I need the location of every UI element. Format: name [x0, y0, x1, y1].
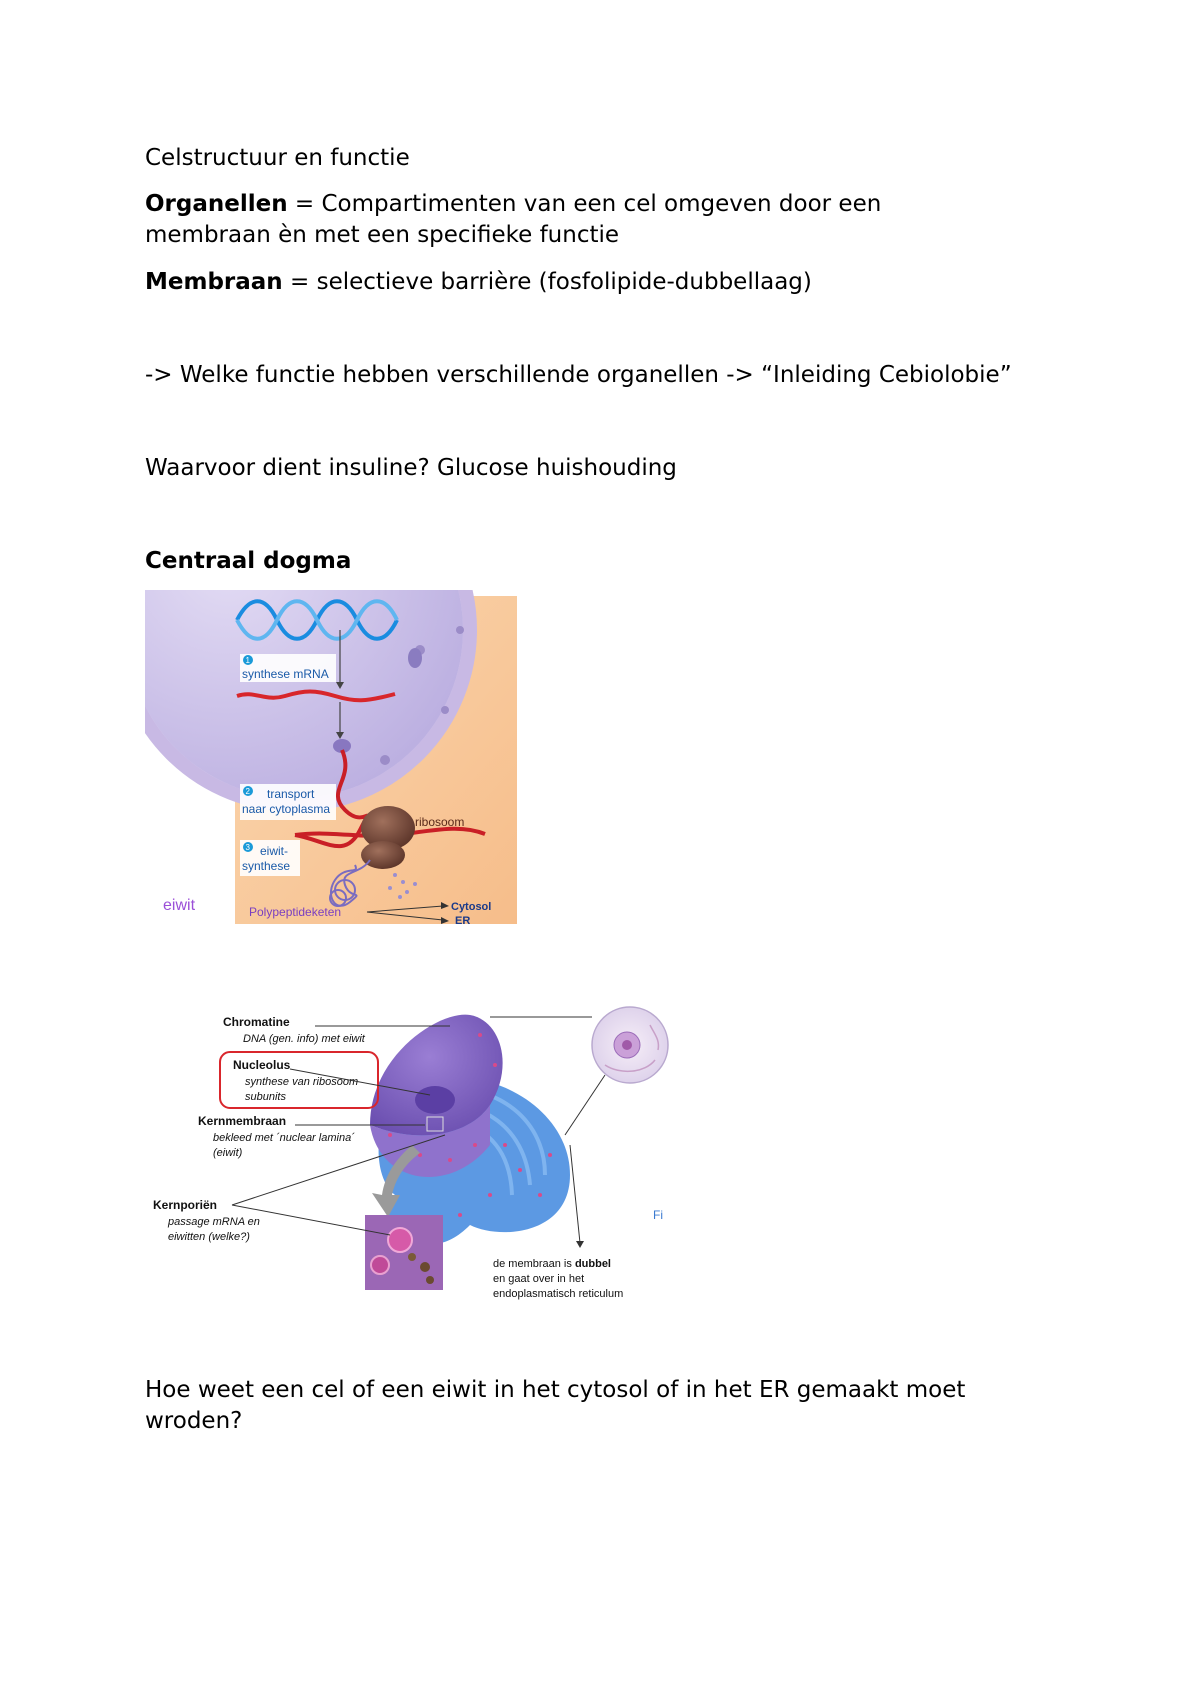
step2-number: 2	[245, 787, 250, 796]
kernmembraan-title: Kernmembraan	[198, 1114, 287, 1128]
nucleolus-title: Nucleolus	[233, 1058, 291, 1072]
nucleolus-shape	[415, 1086, 455, 1114]
kernporien-title: Kernporiën	[153, 1198, 218, 1212]
organellen-definition	[145, 189, 881, 220]
membrane-note-line1	[493, 1258, 611, 1270]
kernmembraan-desc-2: (eiwit)	[213, 1147, 243, 1159]
cell-overview-icon	[592, 1007, 668, 1083]
kernporien-desc-1: passage mRNA en	[168, 1216, 260, 1228]
membrane-note-line3: endoplasmatisch reticulum	[493, 1288, 624, 1300]
step3-label-2: synthese	[242, 859, 291, 873]
step2-label-2: naar cytoplasma	[242, 802, 331, 816]
er-label: ER	[455, 915, 471, 927]
arrow-head-icon	[576, 1241, 584, 1248]
eiwit-label: eiwit	[163, 897, 196, 914]
step2-label-1: transport	[267, 787, 315, 801]
organellen-definition-text: = Compartimenten van een cel omgeven door een	[287, 191, 882, 217]
organellen-definition-line2: membraan èn met een specifieke functie	[145, 222, 620, 248]
nucleolus-desc-1: synthese van ribosoom	[245, 1076, 359, 1088]
membrane-note-pointer	[570, 1145, 580, 1243]
membrane-note-emphasis: dubbel	[574, 1258, 611, 1270]
kernmembraan-desc-1: bekleed met ´nuclear lamina´	[213, 1132, 355, 1144]
membraan-term: Membraan	[145, 269, 283, 295]
step1-number: 1	[245, 656, 250, 665]
chromatine-title: Chromatine	[223, 1015, 290, 1029]
inset-connector	[565, 1075, 605, 1135]
question-er-line2: wroden?	[145, 1408, 243, 1434]
central-dogma-figure	[145, 590, 530, 930]
ribosome-label: ribosoom	[415, 815, 465, 829]
nucleus-structure-figure	[150, 995, 670, 1310]
cytosol-label: Cytosol	[451, 901, 492, 913]
kernporien-desc-2: eiwitten (welke?)	[168, 1231, 250, 1243]
heading-centraal-dogma: Centraal dogma	[145, 548, 352, 574]
membrane-note-line2: en gaat over in het	[493, 1273, 585, 1285]
nuclear-pore-inset	[365, 1215, 443, 1290]
chromatine-desc: DNA (gen. info) met eiwit	[243, 1033, 365, 1045]
question-insuline: Waarvoor dient insuline? Glucose huishouding	[145, 455, 677, 481]
nucleolus-desc-2: subunits	[245, 1091, 286, 1103]
polypeptide-label: Polypeptideketen	[249, 905, 342, 919]
question-functie: -> Welke functie hebben verschillende organellen -> “Inleiding Cebiolobie”	[145, 362, 1012, 388]
step3-number: 3	[245, 843, 250, 852]
step3-label-1: eiwit-	[260, 844, 289, 858]
membraan-definition	[145, 267, 812, 298]
question-er-line1: Hoe weet een cel of een eiwit in het cytosol of in het ER gemaakt moet	[145, 1377, 966, 1403]
figure-caption-fragment: Fi	[653, 1208, 663, 1222]
step1-label: synthese mRNA	[242, 667, 329, 681]
membraan-definition-text: = selectieve barrière (fosfolipide-dubbellaag)	[282, 269, 812, 295]
page-title: Celstructuur en functie	[145, 145, 410, 171]
membrane-note-text: de membraan is	[493, 1258, 575, 1270]
organellen-term: Organellen	[145, 191, 288, 217]
